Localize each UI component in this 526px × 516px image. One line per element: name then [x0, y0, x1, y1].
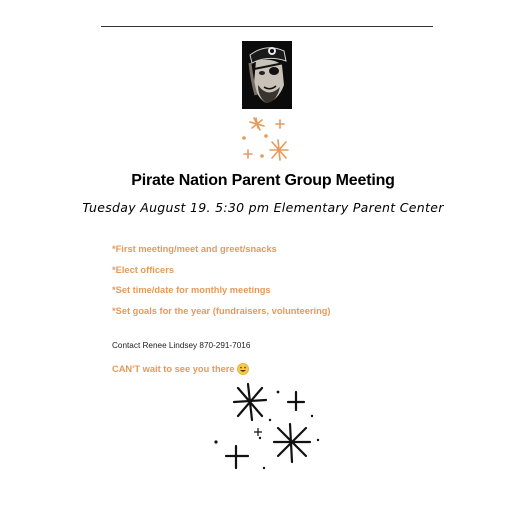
- black-sparkles-icon: [208, 380, 326, 472]
- meeting-details: Tuesday August 19. 5:30 pm Elementary Parent Center: [82, 200, 444, 215]
- agenda-item: *First meeting/meet and greet/snacks: [112, 244, 277, 254]
- page-title: Pirate Nation Parent Group Meeting: [131, 172, 395, 189]
- agenda-list: [112, 242, 331, 324]
- agenda-item: *Set goals for the year (fundraisers, volunteering): [112, 305, 331, 316]
- contact-info: Contact Renee Lindsey 870-291-7016: [112, 341, 251, 350]
- pirate-mascot-icon: [242, 41, 292, 109]
- agenda-item: *Set time/date for monthly meetings: [112, 285, 271, 295]
- grinning-face-icon: [237, 363, 249, 375]
- closing-text: CAN'T wait to see you there: [112, 364, 235, 374]
- orange-sparkles-icon: [236, 114, 298, 164]
- top-divider: [101, 26, 433, 27]
- agenda-item: *Elect officers: [112, 264, 175, 275]
- closing-message: [112, 363, 249, 375]
